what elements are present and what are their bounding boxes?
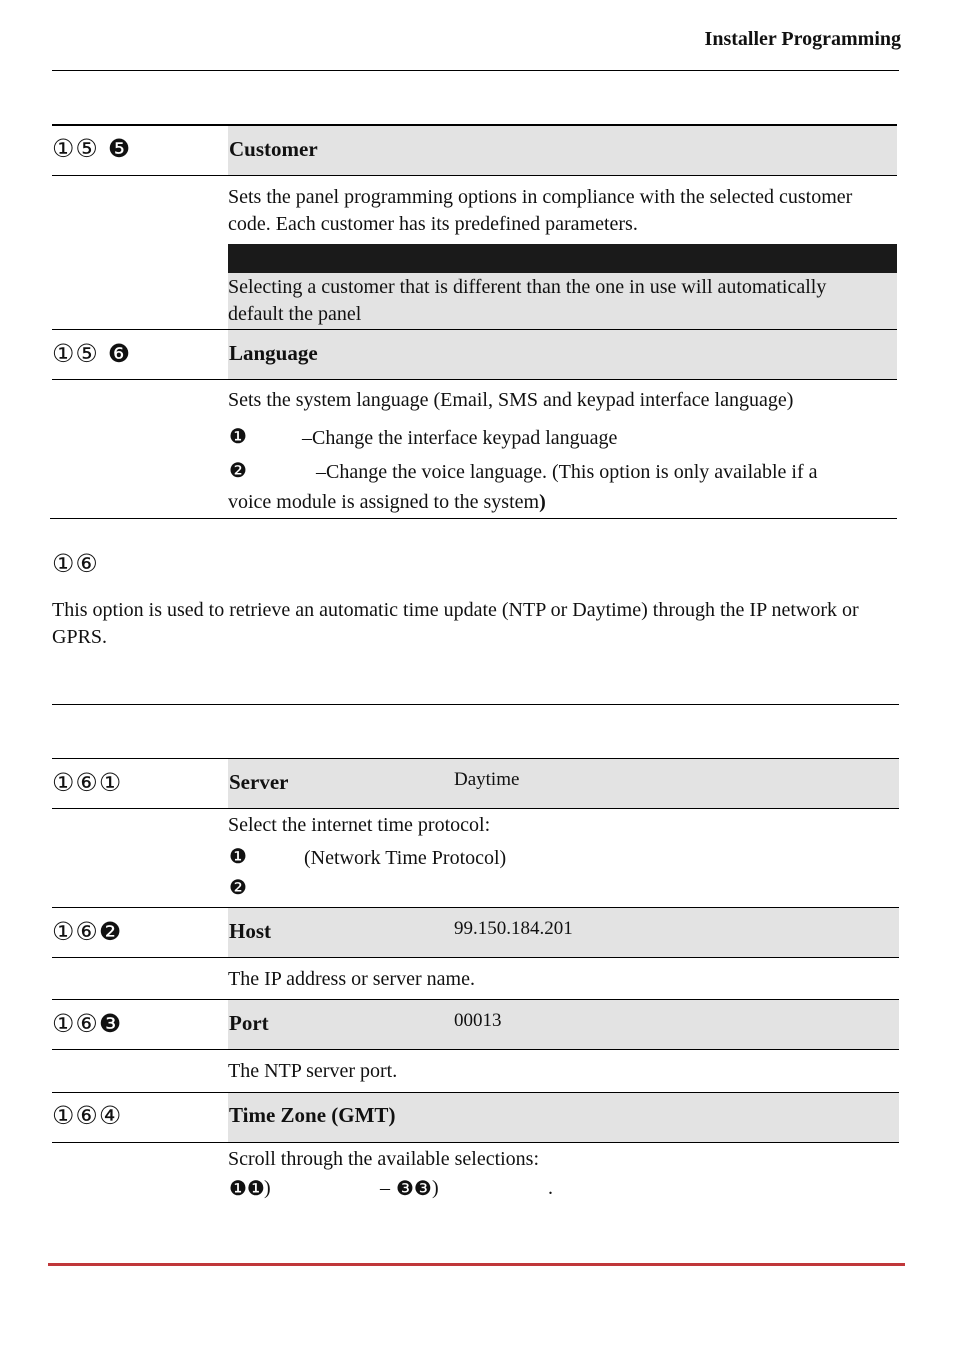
server-option1-marker: ❶ (229, 844, 247, 868)
server-code: ①⑥① (52, 768, 123, 797)
language-option2-marker: ❷ (229, 458, 247, 482)
timezone-paren1: ) (264, 1177, 271, 1199)
host-description: The IP address or server name. (228, 968, 475, 990)
timezone-label: Time Zone (GMT) (229, 1103, 396, 1127)
customer-label: Customer (229, 137, 318, 161)
language-option2-line2: voice module is assigned to the system) (228, 491, 546, 513)
header-title: Installer Programming (704, 28, 901, 50)
port-description: The NTP server port. (228, 1060, 398, 1082)
language-label: Language (229, 341, 318, 365)
host-code: ①⑥❷ (52, 917, 123, 946)
port-label: Port (229, 1011, 269, 1035)
timezone-description: Scroll through the available selections: (228, 1148, 540, 1170)
language-divider (52, 379, 897, 380)
server-header-shade (228, 759, 899, 808)
server-default: Daytime (454, 769, 520, 790)
host-divider (52, 957, 899, 958)
note-header-bar (228, 244, 897, 273)
port-code: ①⑥❸ (52, 1009, 123, 1038)
server-description: Select the internet time protocol: (228, 814, 491, 836)
timezone-period: . (548, 1177, 553, 1199)
footer-rule (48, 1263, 905, 1266)
language-option1-marker: ❶ (229, 424, 247, 448)
section16-code: ①⑥ (52, 549, 99, 578)
port-default: 00013 (454, 1010, 502, 1031)
customer-description: Sets the panel programming options in compliance with the selected customer code. Each customer has its predefined parameters. (228, 186, 853, 235)
section16-divider (52, 704, 899, 705)
customer-code: ①⑤ ❺ (52, 134, 132, 163)
section16-description: This option is used to retrieve an automatic time update (NTP or Daytime) through the IP network or GPRS. (52, 599, 859, 648)
host-label: Host (229, 919, 271, 943)
table-bottom-border (50, 518, 897, 519)
language-code: ①⑤ ❻ (52, 339, 132, 368)
timezone-range-start: ❶❶ (229, 1176, 265, 1200)
timezone-paren2: ) (432, 1177, 439, 1199)
server-divider (52, 808, 899, 809)
language-option1-text: –Change the interface keypad language (302, 427, 618, 449)
language-option2-line1: –Change the voice language. (This option is only available if a (316, 461, 818, 483)
note-body: Selecting a customer that is different than the one in use will automatically default the panel (228, 276, 827, 325)
customer-header-shade (228, 126, 897, 175)
language-header-shade (228, 330, 897, 379)
timezone-code: ①⑥④ (52, 1101, 123, 1130)
timezone-divider (52, 1142, 899, 1143)
server-label: Server (229, 770, 289, 794)
timezone-range-end: ❸❸ (396, 1176, 432, 1200)
customer-divider (52, 175, 897, 176)
host-default: 99.150.184.201 (454, 918, 573, 939)
server-option1-text: (Network Time Protocol) (304, 847, 507, 869)
language-description: Sets the system language (Email, SMS and keypad interface language) (228, 389, 794, 411)
header-divider (52, 70, 899, 71)
port-header-shade (228, 1000, 899, 1049)
timezone-dash: – (380, 1177, 390, 1199)
port-divider (52, 1049, 899, 1050)
server-option2-marker: ❷ (229, 875, 247, 899)
